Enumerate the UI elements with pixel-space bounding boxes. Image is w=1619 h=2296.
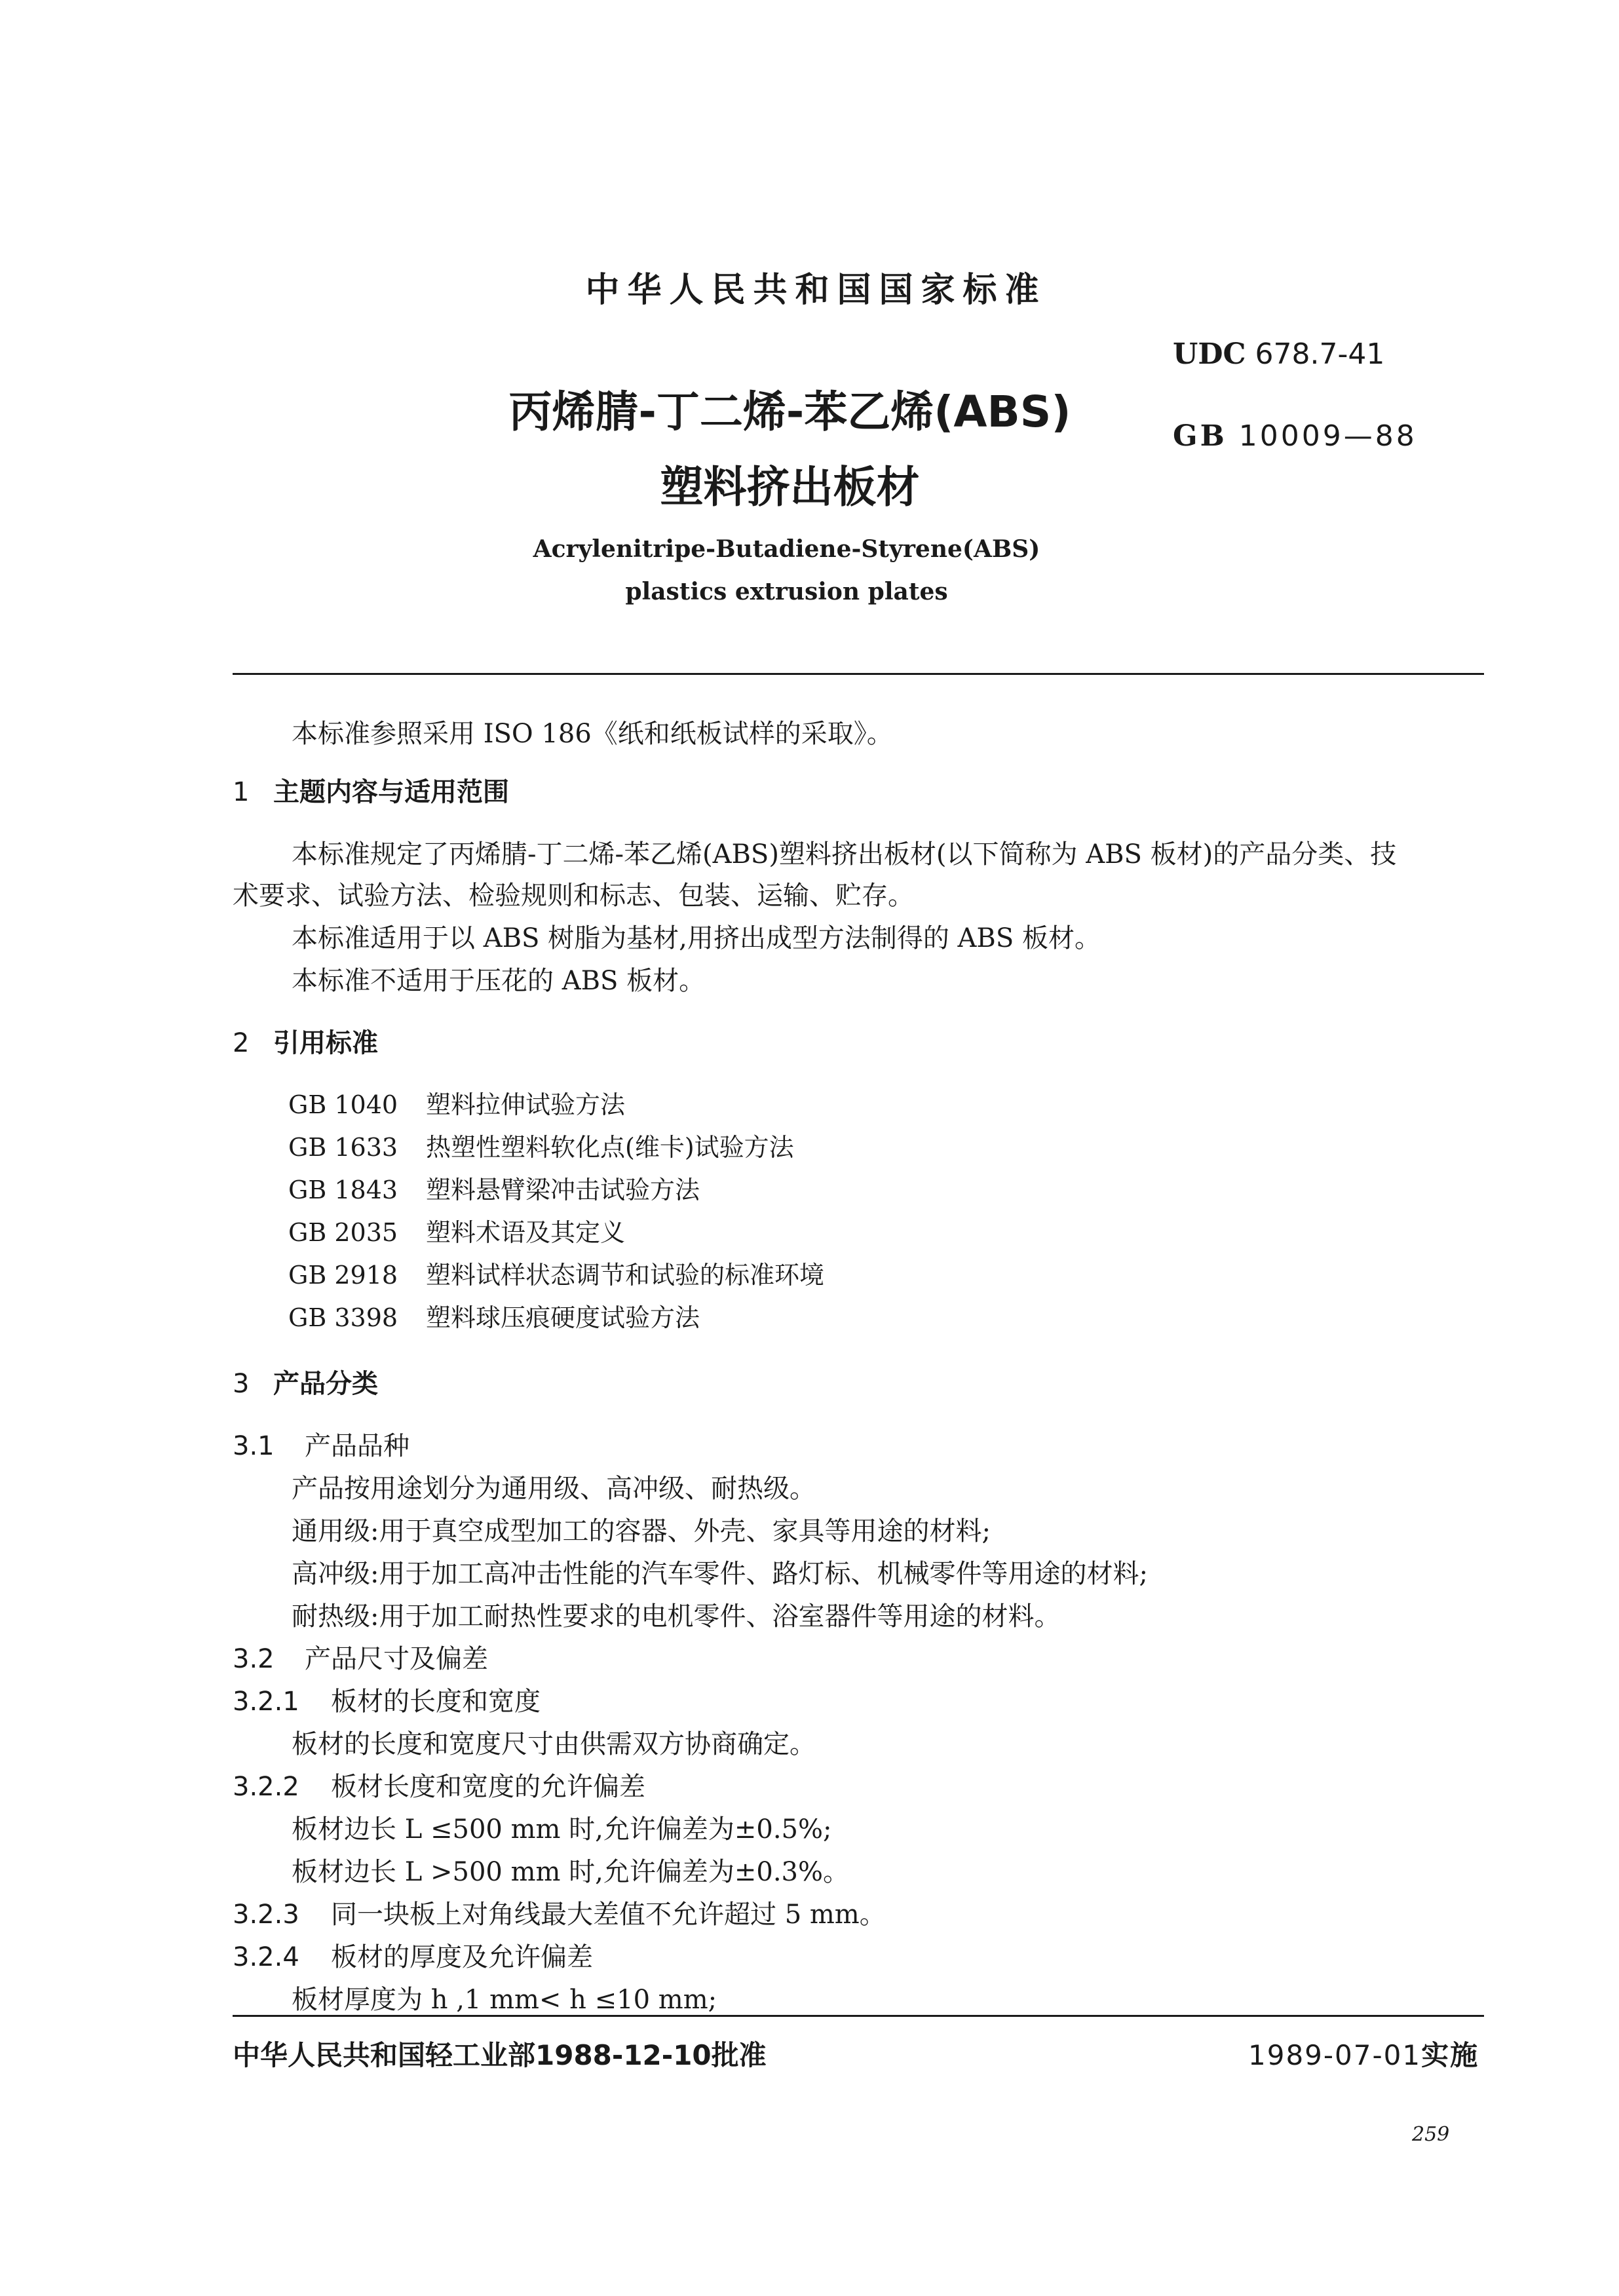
reference-code: GB 3398	[288, 1303, 398, 1332]
effective-label: 实施	[1421, 2039, 1479, 2071]
national-standard-title: 中华人民共和国国家标准	[585, 271, 1047, 310]
subsection-3-1-heading	[233, 1425, 410, 1463]
subsection-3-2-heading	[233, 1638, 488, 1675]
section-3-title: 产品分类	[273, 1369, 378, 1399]
subsection-3-1-number: 3.1	[233, 1431, 275, 1461]
header-divider	[233, 673, 1484, 675]
section-3-number: 3	[233, 1369, 250, 1399]
reference-item	[288, 1255, 824, 1291]
subsection-3-2-1-line-1: 板材的长度和宽度尺寸由供需双方协商确定。	[292, 1729, 816, 1759]
section-1-para-1-line-2: 术要求、试验方法、检验规则和标志、包装、运输、贮存。	[233, 881, 914, 911]
subsection-3-2-4-number: 3.2.4	[233, 1942, 299, 1972]
subsection-3-1-line-2: 通用级:用于真空成型加工的容器、外壳、家具等用途的材料;	[292, 1516, 991, 1546]
subsection-3-2-number: 3.2	[233, 1644, 275, 1674]
subsection-3-2-1-heading	[233, 1681, 541, 1718]
gb-value: 10009—88	[1238, 419, 1417, 453]
zh-title-line-2: 塑料挤出板材	[660, 462, 920, 512]
reference-item	[288, 1170, 700, 1206]
reference-name: 塑料球压痕硬度试验方法	[426, 1303, 700, 1332]
subsection-3-2-3-heading	[233, 1894, 886, 1931]
subsection-3-2-4-title: 板材的厚度及允许偏差	[331, 1942, 593, 1972]
reference-item	[288, 1297, 700, 1333]
section-2-number: 2	[233, 1028, 250, 1058]
reference-item	[288, 1212, 625, 1248]
reference-name: 塑料拉伸试验方法	[426, 1090, 626, 1119]
udc-label: UDC	[1173, 337, 1246, 371]
section-1-number: 1	[233, 777, 250, 807]
reference-code: GB 1040	[288, 1090, 398, 1119]
subsection-3-2-2-line-1: 板材边长 L ≤500 mm 时,允许偏差为±0.5%;	[292, 1814, 832, 1845]
section-1-heading	[233, 771, 509, 809]
subsection-3-2-2-number: 3.2.2	[233, 1772, 299, 1802]
section-3-heading	[233, 1363, 378, 1400]
page-number: 259	[1412, 2123, 1450, 2146]
reference-name: 塑料术语及其定义	[426, 1218, 626, 1247]
gb-label: GB	[1173, 419, 1227, 453]
reference-name: 热塑性塑料软化点(维卡)试验方法	[426, 1133, 794, 1162]
intro-paragraph: 本标准参照采用 ISO 186《纸和纸板试样的采取》。	[292, 719, 893, 749]
subsection-3-2-1-number: 3.2.1	[233, 1687, 299, 1717]
footer-divider	[233, 2015, 1484, 2017]
reference-name: 塑料试样状态调节和试验的标准环境	[426, 1261, 825, 1290]
reference-item	[288, 1084, 625, 1120]
reference-code: GB 1843	[288, 1176, 398, 1204]
section-1-para-1-line-1: 本标准规定了丙烯腈-丁二烯-苯乙烯(ABS)塑料挤出板材(以下简称为 ABS 板材)的产品分类、技	[292, 839, 1397, 870]
en-title-line-2: plastics extrusion plates	[625, 578, 948, 605]
approval-statement: 中华人民共和国轻工业部1988-12-10批准	[233, 2039, 767, 2071]
subsection-3-2-4-line-1: 板材厚度为 h ,1 mm< h ≤10 mm;	[292, 1985, 717, 2015]
section-2-title: 引用标准	[273, 1028, 378, 1058]
udc-code	[1173, 337, 1384, 371]
effective-date: 1989-07-01	[1248, 2039, 1422, 2071]
subsection-3-1-line-3: 高冲级:用于加工高冲击性能的汽车零件、路灯标、机械零件等用途的材料;	[292, 1559, 1148, 1589]
subsection-3-2-4-heading	[233, 1936, 593, 1974]
udc-value: 678.7-41	[1255, 337, 1385, 371]
subsection-3-2-2-heading	[233, 1766, 645, 1803]
subsection-3-2-2-title: 板材长度和宽度的允许偏差	[331, 1772, 645, 1802]
section-2-heading	[233, 1022, 378, 1060]
section-1-para-3: 本标准不适用于压花的 ABS 板材。	[292, 966, 706, 996]
subsection-3-2-2-line-2: 板材边长 L >500 mm 时,允许偏差为±0.3%。	[292, 1857, 849, 1887]
reference-code: GB 1633	[288, 1133, 398, 1162]
section-1-title: 主题内容与适用范围	[273, 777, 509, 807]
effective-date-statement	[1248, 2034, 1479, 2073]
subsection-3-1-line-1: 产品按用途划分为通用级、高冲级、耐热级。	[292, 1474, 816, 1504]
reference-item	[288, 1127, 794, 1163]
subsection-3-2-title: 产品尺寸及偏差	[305, 1644, 488, 1674]
reference-code: GB 2918	[288, 1261, 398, 1290]
section-1-para-2: 本标准适用于以 ABS 树脂为基材,用挤出成型方法制得的 ABS 板材。	[292, 923, 1101, 953]
zh-title-line-1: 丙烯腈-丁二烯-苯乙烯(ABS)	[508, 387, 1071, 437]
subsection-3-2-3-number: 3.2.3	[233, 1900, 299, 1930]
subsection-3-2-3-title: 同一块板上对角线最大差值不允许超过 5 mm。	[331, 1900, 886, 1930]
en-title-line-1: Acrylenitripe-Butadiene-Styrene(ABS)	[533, 535, 1040, 563]
reference-name: 塑料悬臂梁冲击试验方法	[426, 1176, 700, 1204]
subsection-3-1-line-4: 耐热级:用于加工耐热性要求的电机零件、浴室器件等用途的材料。	[292, 1601, 1061, 1632]
subsection-3-2-1-title: 板材的长度和宽度	[331, 1687, 541, 1717]
reference-code: GB 2035	[288, 1218, 398, 1247]
subsection-3-1-title: 产品品种	[305, 1431, 410, 1461]
